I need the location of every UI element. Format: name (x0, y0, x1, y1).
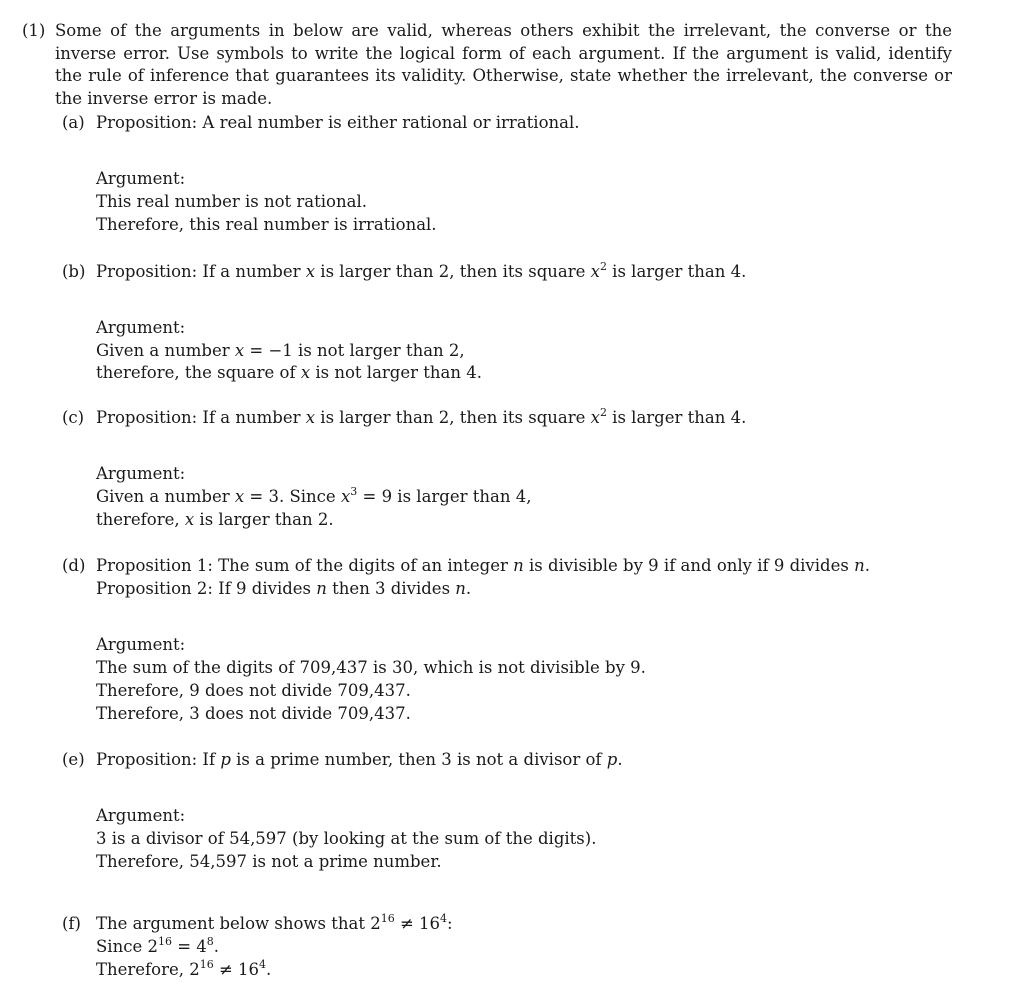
part-c-argument-heading: Argument: (96, 464, 186, 483)
part-f-intro: The argument below shows that $2^{16} \ne 16^4$: (96, 912, 453, 933)
part-a-argument-heading: Argument: (96, 169, 186, 188)
problem-intro (22, 20, 952, 110)
part-b-argument-line-1: Given a number x = −1 is not larger than 2, (96, 341, 465, 360)
part-d-argument-line-2: Therefore, 9 does not divide 709,437. (96, 681, 411, 700)
part-c-argument-line-1: Given a number x = 3. Since $x^3 = 9$ is larger than 4, (96, 485, 532, 506)
part-d-argument-line-3: Therefore, 3 does not divide 709,437. (96, 704, 411, 723)
part-f-line-2: Therefore, $2^{16} \ne 16^4$. (96, 958, 272, 979)
part-b-argument-heading: Argument: (96, 318, 186, 337)
part-a-argument-line-2: Therefore, this real number is irrational. (96, 215, 437, 234)
part-f-line-1: Since $2^{16} = 4^8$. (96, 935, 220, 956)
part-d-proposition-2: Proposition 2: If 9 divides n then 3 divides n. (96, 579, 472, 598)
problem-intro-text: Some of the arguments in below are valid, whereas others exhibit the irrelevant, the converse or the inverse error. Use symbols to write the logical form of each argument. If the argument is valid, identify the rule of inference that guarantees its validity. Otherwise, state whether the irrelevant, the converse or the inverse error is made. (55, 21, 952, 108)
part-c-argument-line-2: therefore, x is larger than 2. (96, 510, 334, 529)
part-d-argument-heading: Argument: (96, 635, 186, 654)
part-d-proposition-1: Proposition 1: The sum of the digits of an integer n is divisible by 9 if and only if 9 divides n. (96, 556, 870, 575)
part-a-label: (a) (62, 113, 85, 132)
part-a-argument-line-1: This real number is not rational. (96, 192, 367, 211)
part-d-argument-line-1: The sum of the digits of 709,437 is 30, which is not divisible by 9. (96, 658, 646, 677)
part-e-argument-heading: Argument: (96, 806, 186, 825)
part-b-proposition: Proposition: If a number x is larger than 2, then its square $x^2$ is larger than 4. (96, 260, 747, 281)
part-b-label: (b) (62, 262, 86, 281)
part-c-label: (c) (62, 408, 85, 427)
part-e-label: (e) (62, 750, 85, 769)
part-b-argument-line-2: therefore, the square of x is not larger than 4. (96, 363, 482, 382)
part-f-label: (f) (62, 914, 81, 933)
part-a-proposition: Proposition: A real number is either rational or irrational. (96, 113, 580, 132)
part-d-label: (d) (62, 556, 86, 575)
part-e-proposition: Proposition: If p is a prime number, then 3 is not a divisor of p. (96, 750, 623, 769)
part-c-proposition: Proposition: If a number x is larger than 2, then its square $x^2$ is larger than 4. (96, 406, 747, 427)
part-e-argument-line-2: Therefore, 54,597 is not a prime number. (96, 852, 442, 871)
part-e-argument-line-1: 3 is a divisor of 54,597 (by looking at the sum of the digits). (96, 829, 597, 848)
problem-number: (1) (22, 21, 46, 40)
